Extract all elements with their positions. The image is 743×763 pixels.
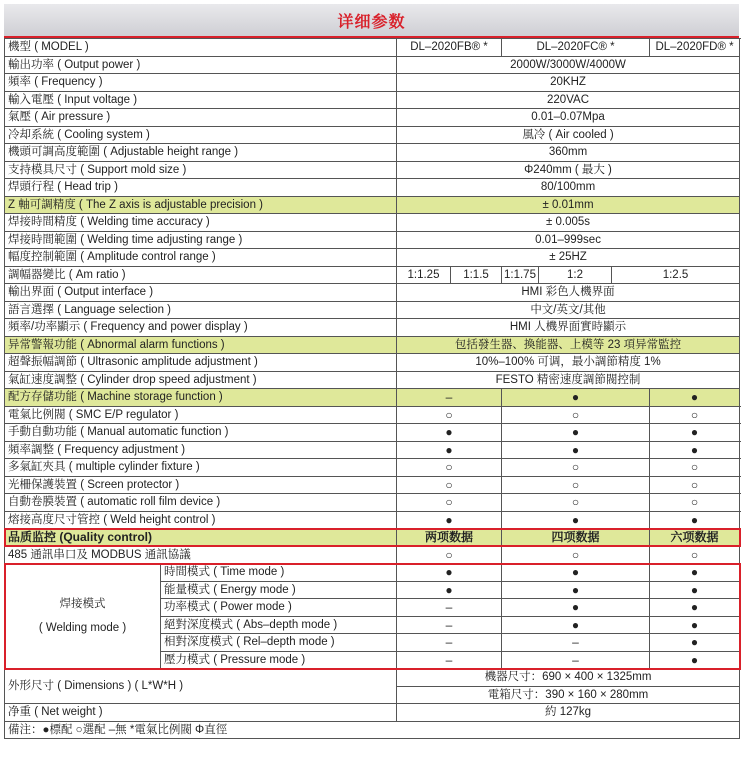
title-bar (4, 4, 739, 38)
spec-row (5, 126, 740, 144)
spec-value: HMI 彩色人機界面 (397, 284, 740, 302)
weight-value: 約 127kg (397, 704, 740, 722)
welding-mode-label-cn: 焊接模式 (59, 598, 106, 610)
spec-row (5, 109, 740, 127)
page-title: 详细参数 (337, 11, 406, 31)
spec-label: 頻率 ( Frequency ) (5, 74, 397, 92)
welding-mode-mark: ● (650, 651, 740, 669)
feature-row (5, 476, 740, 494)
welding-mode-name: 相對深度模式 ( Rel–depth mode ) (161, 634, 397, 652)
spec-row (5, 74, 740, 92)
spec-value: 0.01–999sec (397, 231, 740, 249)
feature-mark: ○ (397, 459, 502, 477)
quality-value: 四项数据 (502, 529, 650, 547)
welding-mode-mark: ● (650, 564, 740, 582)
modbus-mark: ○ (397, 546, 502, 564)
am-ratio-value: 1:1.25 (397, 266, 451, 284)
spec-value: 中文/英文/其他 (397, 301, 740, 319)
feature-label: 多氣缸夾具 ( multiple cylinder fixture ) (5, 459, 397, 477)
welding-mode-mark: – (397, 616, 502, 634)
feature-row (5, 441, 740, 459)
spec-label: 輸出功率 ( Output power ) (5, 56, 397, 74)
feature-mark: ● (502, 389, 650, 407)
machine-size: 機器尺寸：690 × 400 × 1325mm (397, 669, 740, 687)
feature-mark: ● (650, 389, 740, 407)
spec-value: FESTO 精密速度調節閥控制 (397, 371, 740, 389)
welding-mode-label (5, 564, 161, 669)
feature-mark: ● (502, 511, 650, 529)
spec-label: 焊接時間範圍 ( Welding time adjusting range ) (5, 231, 397, 249)
spec-label: 氣壓 ( Air pressure ) (5, 109, 397, 127)
spec-value: ± 0.01mm (397, 196, 740, 214)
spec-label: Z 軸可調精度 ( The Z axis is adjustable precision ) (5, 196, 397, 214)
modbus-mark: ○ (650, 546, 740, 564)
spec-value: 0.01–0.07Mpa (397, 109, 740, 127)
weight-label: 净重 ( Net weight ) (5, 704, 397, 722)
box-size: 電箱尺寸：390 × 160 × 280mm (397, 686, 740, 704)
welding-mode-mark: – (397, 634, 502, 652)
spec-label: 機頭可調高度範圍 ( Adjustable height range ) (5, 144, 397, 162)
quality-value: 两项数据 (397, 529, 502, 547)
welding-mode-row (5, 564, 740, 582)
feature-mark: ● (397, 511, 502, 529)
spec-label: 焊頭行程 ( Head trip ) (5, 179, 397, 197)
spec-value: 220VAC (397, 91, 740, 109)
welding-mode-mark: – (397, 599, 502, 617)
welding-mode-name: 絕對深度模式 ( Abs–depth mode ) (161, 616, 397, 634)
spec-row (5, 284, 740, 302)
model-name: DL–2020FD® * (650, 39, 740, 57)
spec-sheet (4, 4, 739, 739)
spec-value: 包括發生器、換能器、上模等 23 項异常監控 (397, 336, 740, 354)
spec-row (5, 179, 740, 197)
quality-row (5, 529, 740, 547)
spec-value: 風冷 ( Air cooled ) (397, 126, 740, 144)
spec-row (5, 196, 740, 214)
quality-label: 品质监控 (Quality control) (5, 529, 397, 547)
spec-label: 語言選擇 ( Language selection ) (5, 301, 397, 319)
welding-mode-mark: ● (650, 616, 740, 634)
modbus-mark: ○ (502, 546, 650, 564)
feature-mark: ● (650, 441, 740, 459)
spec-row (5, 249, 740, 267)
feature-label: 電氣比例閥 ( SMC E/P regulator ) (5, 406, 397, 424)
welding-mode-mark: ● (502, 581, 650, 599)
feature-row (5, 424, 740, 442)
spec-value: 80/100mm (397, 179, 740, 197)
feature-label: 熔接高度尺寸管控 ( Weld height control ) (5, 511, 397, 529)
welding-mode-mark: – (502, 651, 650, 669)
am-ratio-value: 1:1.75 (502, 266, 539, 284)
feature-label: 手動自動功能 ( Manual automatic function ) (5, 424, 397, 442)
welding-mode-mark: ● (650, 599, 740, 617)
feature-label: 頻率調整 ( Frequency adjustment ) (5, 441, 397, 459)
feature-mark: ○ (397, 406, 502, 424)
feature-mark: ● (502, 441, 650, 459)
feature-row (5, 406, 740, 424)
feature-mark: ○ (397, 476, 502, 494)
spec-label: 焊接時間精度 ( Welding time accuracy ) (5, 214, 397, 232)
welding-mode-mark: ● (502, 616, 650, 634)
spec-label: 輸出界面 ( Output interface ) (5, 284, 397, 302)
welding-mode-mark: ● (650, 634, 740, 652)
feature-mark: ○ (502, 494, 650, 512)
spec-value: Φ240mm ( 最大 ) (397, 161, 740, 179)
am-ratio-value: 1:2.5 (612, 266, 740, 284)
feature-mark: ○ (502, 406, 650, 424)
spec-value: ± 0.005s (397, 214, 740, 232)
modbus-label: 485 通訊串口及 MODBUS 通訊協議 (5, 546, 397, 564)
spec-row (5, 56, 740, 74)
feature-mark: ○ (502, 459, 650, 477)
feature-mark: ○ (650, 476, 740, 494)
welding-mode-name: 能量模式 ( Energy mode ) (161, 581, 397, 599)
spec-label: 超聲振幅調節 ( Ultrasonic amplitude adjustment ) (5, 354, 397, 372)
feature-row (5, 459, 740, 477)
model-name: DL–2020FC® * (502, 39, 650, 57)
weight-row (5, 704, 740, 722)
welding-mode-name: 壓力模式 ( Pressure mode ) (161, 651, 397, 669)
feature-mark: ○ (650, 406, 740, 424)
dimensions-label: 外形尺寸 ( Dimensions ) ( L*W*H ) (5, 669, 397, 704)
spec-value: 360mm (397, 144, 740, 162)
welding-mode-mark: ● (397, 564, 502, 582)
spec-value: 10%–100% 可调，最小調節精度 1% (397, 354, 740, 372)
model-row (5, 39, 740, 57)
spec-row (5, 231, 740, 249)
feature-mark: ● (650, 424, 740, 442)
spec-label: 機型 ( MODEL ) (5, 39, 397, 57)
feature-mark: ○ (502, 476, 650, 494)
spec-label: 輸入電壓 ( Input voltage ) (5, 91, 397, 109)
feature-mark: ● (397, 441, 502, 459)
spec-label: 幅度控制範圍 ( Amplitude control range ) (5, 249, 397, 267)
spec-value: 2000W/3000W/4000W (397, 56, 740, 74)
am-ratio-row (5, 266, 740, 284)
spec-label: 异常警報功能 ( Abnormal alarm functions ) (5, 336, 397, 354)
spec-table (4, 38, 740, 739)
legend-note: 備注：●標配 ○選配 –無 *電氣比例閥 Φ直徑 (5, 721, 740, 739)
welding-mode-mark: ● (650, 581, 740, 599)
spec-row (5, 161, 740, 179)
feature-mark: – (397, 389, 502, 407)
spec-value: HMI 人機界面實時顯示 (397, 319, 740, 337)
feature-label: 自動卷膜裝置 ( automatic roll film device ) (5, 494, 397, 512)
legend-row (5, 721, 740, 739)
welding-mode-mark: ● (502, 599, 650, 617)
welding-mode-name: 功率模式 ( Power mode ) (161, 599, 397, 617)
spec-row (5, 301, 740, 319)
feature-label: 配方存儲功能 ( Machine storage function ) (5, 389, 397, 407)
feature-mark: ● (650, 511, 740, 529)
welding-mode-label-en: ( Welding mode ) (38, 622, 127, 634)
spec-label: 調幅器變比 ( Am ratio ) (5, 266, 397, 284)
model-name: DL–2020FB® * (397, 39, 502, 57)
welding-mode-mark: – (502, 634, 650, 652)
spec-row (5, 354, 740, 372)
modbus-row (5, 546, 740, 564)
quality-value: 六项数据 (650, 529, 740, 547)
spec-row (5, 91, 740, 109)
feature-mark: ○ (650, 494, 740, 512)
feature-row (5, 494, 740, 512)
welding-mode-mark: ● (502, 564, 650, 582)
spec-label: 支持模具尺寸 ( Support mold size ) (5, 161, 397, 179)
spec-row (5, 214, 740, 232)
feature-mark: ○ (397, 494, 502, 512)
spec-row (5, 336, 740, 354)
feature-row (5, 389, 740, 407)
spec-label: 冷却系統 ( Cooling system ) (5, 126, 397, 144)
feature-label: 光柵保護裝置 ( Screen protector ) (5, 476, 397, 494)
welding-mode-mark: ● (397, 581, 502, 599)
dimensions-row (5, 669, 740, 687)
spec-label: 頻率/功率顯示 ( Frequency and power display ) (5, 319, 397, 337)
feature-mark: ● (502, 424, 650, 442)
spec-row (5, 319, 740, 337)
spec-value: 20KHZ (397, 74, 740, 92)
am-ratio-value: 1:2 (539, 266, 612, 284)
spec-label: 氣缸速度調整 ( Cylinder drop speed adjustment ) (5, 371, 397, 389)
am-ratio-value: 1:1.5 (451, 266, 502, 284)
welding-mode-name: 時間模式 ( Time mode ) (161, 564, 397, 582)
spec-row (5, 144, 740, 162)
spec-row (5, 371, 740, 389)
feature-mark: ○ (650, 459, 740, 477)
feature-mark: ● (397, 424, 502, 442)
welding-mode-mark: – (397, 651, 502, 669)
spec-value: ± 25HZ (397, 249, 740, 267)
feature-row (5, 511, 740, 529)
